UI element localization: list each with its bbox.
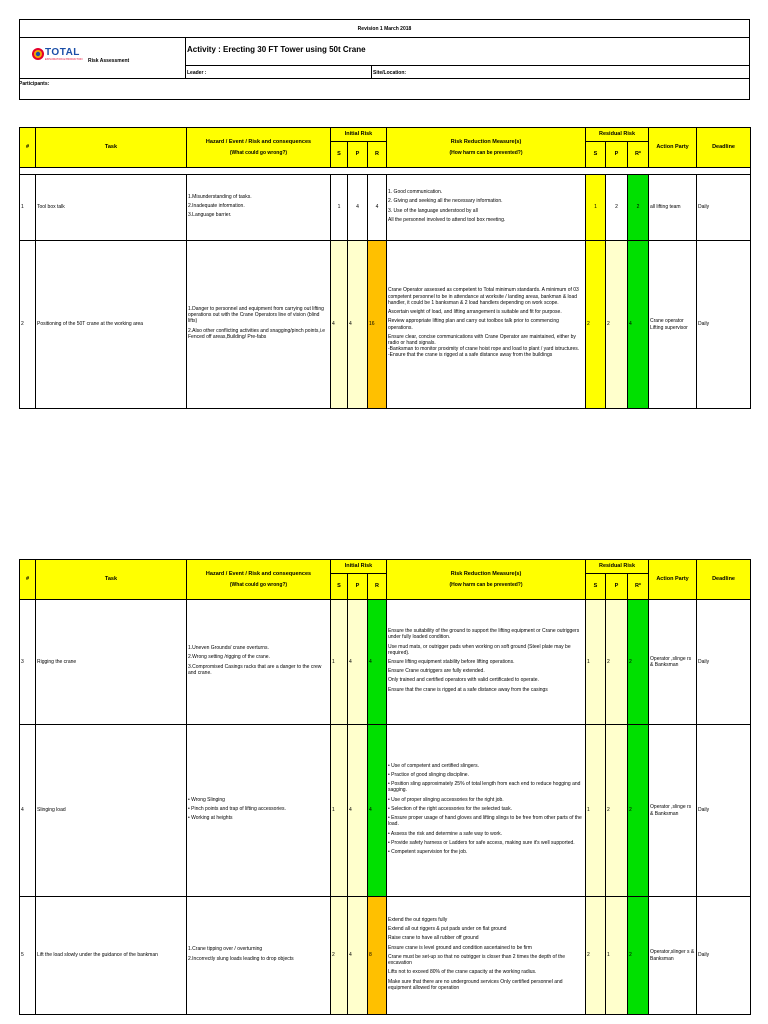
residual-risk-header: Residual Risk bbox=[586, 560, 649, 574]
row-rs: 2 bbox=[586, 897, 606, 1015]
row-s: 4 bbox=[331, 241, 348, 409]
row-p: 4 bbox=[348, 725, 368, 897]
col-rp: P bbox=[606, 574, 628, 600]
col-rs: S bbox=[586, 142, 606, 168]
col-s: S bbox=[331, 574, 348, 600]
row-s: 1 bbox=[331, 175, 348, 241]
table-row bbox=[20, 897, 751, 1015]
header-hline bbox=[185, 65, 750, 66]
table-row bbox=[20, 241, 751, 409]
col-action-header: Action Party bbox=[649, 560, 697, 600]
row-r: 4 bbox=[368, 725, 387, 897]
row-task: Slinging load bbox=[36, 725, 187, 897]
activity-title: Activity : Erecting 30 FT Tower using 50t Crane bbox=[187, 45, 366, 54]
row-measures: Crane Operator assessed as competent to Total minimum standards. A minimum of 03 competent personnel to be in attendance at worksite / landing areas, bankman & load handler, it could be 1 banksman & 2 load handlers depending on work scope. Ascertain weight of load, and lifting arrangement is suitable and fit for purpose. Review appropriate lifting plan and carry out toolbox talk prior to commencing operations. Ensure clear, concise communications with Crane Operator are maintained, either by radio or hand signals. -Banksman to monitor proximity of crane hoist rope and load to plant / yard istructures. -Ensure that the crane is rigged at a safe distance away from the buildings bbox=[387, 241, 586, 409]
col-hazard-header bbox=[187, 128, 331, 168]
row-rr: 2 bbox=[628, 725, 649, 897]
row-action: Operator,slinger s & Banksman bbox=[649, 897, 697, 1015]
row-rr: 4 bbox=[628, 241, 649, 409]
row-p: 4 bbox=[348, 175, 368, 241]
row-rr: 2 bbox=[628, 600, 649, 725]
row-rs: 2 bbox=[586, 241, 606, 409]
row-task: Lift the load slowly under the guidance of the bankman bbox=[36, 897, 187, 1015]
row-s: 1 bbox=[331, 600, 348, 725]
table-row bbox=[20, 175, 751, 241]
revision-line bbox=[19, 37, 750, 38]
row-task: Positioning of the 50T crane at the working area bbox=[36, 241, 187, 409]
row-rr: 2 bbox=[628, 175, 649, 241]
risk-table-2 bbox=[19, 559, 751, 1015]
row-rs: 1 bbox=[586, 600, 606, 725]
col-num-header: # bbox=[20, 560, 36, 600]
measures-title: Risk Reduction Measure(s) bbox=[450, 138, 522, 145]
row-rp: 2 bbox=[606, 600, 628, 725]
participants-line bbox=[19, 78, 750, 79]
leader-label: Leader : bbox=[187, 70, 207, 76]
col-rr: R* bbox=[628, 574, 649, 600]
col-action-header: Action Party bbox=[649, 128, 697, 168]
row-measures: • Use of competent and certified slingers. • Practice of good slinging discipline. • Position sling approximately 25% of total length from each end to reduce hogging and sagging. • Use of proper slinging accessories for the right job. • Selection of the right accessories for the selected task. • Ensure proper usage of hand gloves and lifting slings to be free from other parts of the load. • Assess the risk and determine a safe way to work. • Provide safety harness or Ladders for safe access, making sure it's well supported. • Competent supervision for the job. bbox=[387, 725, 586, 897]
row-measures: 1. Good communication. 2. Giving and seeking all the necessary information. 3. Use of the language understood by all All the personnel involved to attend tool box meeting. bbox=[387, 175, 586, 241]
total-logo-icon bbox=[31, 47, 45, 61]
row-p: 4 bbox=[348, 600, 368, 725]
col-r: R bbox=[368, 574, 387, 600]
revision-text: Revision 1 March 2018 bbox=[357, 26, 412, 32]
row-s: 2 bbox=[331, 897, 348, 1015]
residual-risk-header: Residual Risk bbox=[586, 128, 649, 142]
participants-label: Participants: bbox=[19, 81, 50, 87]
row-deadline: Daily bbox=[697, 725, 751, 897]
row-num: 5 bbox=[20, 897, 36, 1015]
col-measures-header bbox=[387, 560, 586, 600]
row-r: 16 bbox=[368, 241, 387, 409]
row-action: Operator ,slinge rs & Banksman bbox=[649, 600, 697, 725]
row-hazards: 1.Misunderstanding of tasks. 2.Inadequate information. 3.Language barrier. bbox=[187, 175, 331, 241]
row-hazards: 1.Uneven Grounds/ crane overturns. 2.Wrong setting /rigging of the crane. 3.Compromised Casings racks that are a danger to the crew and crane. bbox=[187, 600, 331, 725]
row-deadline: Daily bbox=[697, 600, 751, 725]
row-rp: 2 bbox=[606, 725, 628, 897]
measures-subtitle: (How harm can be prevented?) bbox=[449, 582, 523, 588]
col-rp: P bbox=[606, 142, 628, 168]
row-r: 8 bbox=[368, 897, 387, 1015]
row-hazards: • Wrong Slinging • Pinch points and trap of lifting accessories. • Working at heights bbox=[187, 725, 331, 897]
col-p: P bbox=[348, 142, 368, 168]
col-hazard-header bbox=[187, 560, 331, 600]
row-action: Crane operator Lifting supervisor bbox=[649, 241, 697, 409]
measures-title: Risk Reduction Measure(s) bbox=[450, 570, 522, 577]
spacer-row bbox=[20, 168, 751, 175]
row-s: 1 bbox=[331, 725, 348, 897]
initial-risk-header: Initial Risk bbox=[331, 560, 387, 574]
row-hazards: 1.Danger to personnel and equipment from carrying out lifting operations out with the Crane Operators line of vision (blind lifts) 2.Also other conflicting activities and snagging/pinch points,i.e Fenced off areas,Building/ Pre-fabs bbox=[187, 241, 331, 409]
row-rp: 2 bbox=[606, 241, 628, 409]
row-p: 4 bbox=[348, 897, 368, 1015]
row-deadline: Daily bbox=[697, 897, 751, 1015]
row-task: Tool box talk bbox=[36, 175, 187, 241]
table-row bbox=[20, 600, 751, 725]
row-num: 3 bbox=[20, 600, 36, 725]
row-r: 4 bbox=[368, 600, 387, 725]
logo-text: TOTAL bbox=[45, 47, 80, 58]
col-rs: S bbox=[586, 574, 606, 600]
site-label: Site/Location: bbox=[373, 70, 407, 76]
row-rr: 2 bbox=[628, 897, 649, 1015]
row-measures: Extend the out riggers fully Extend all out riggers & put pads under on flat ground Raise crane to have all rubber off ground Ensure crane is level ground and condition ascertained to be firm Crane must be set-up so that no outrigger is closer than 2 times the depth of the excavation Lifts not to exceed 80% of the crane capacity at the working radius. Make sure that there are no underground services Only certified personnel and equipment allowed for operation bbox=[387, 897, 586, 1015]
row-r: 4 bbox=[368, 175, 387, 241]
col-deadline-header: Deadline bbox=[697, 128, 751, 168]
logo bbox=[31, 45, 91, 67]
logo-subtext: EXPLORATION & PRODUCTION bbox=[45, 58, 83, 61]
doc-type: Risk Assessment bbox=[88, 58, 130, 64]
col-s: S bbox=[331, 142, 348, 168]
row-num: 2 bbox=[20, 241, 36, 409]
risk-table-1 bbox=[19, 127, 751, 409]
header-vline bbox=[185, 37, 186, 78]
hazard-subtitle: (What could go wrong?) bbox=[229, 582, 288, 588]
row-hazards: 1.Crane tipping over / overturning 2.Incorrectly slung loads leading to drop objects bbox=[187, 897, 331, 1015]
table-row bbox=[20, 725, 751, 897]
hazard-title: Hazard / Event / Risk and consequences bbox=[205, 138, 312, 145]
initial-risk-header: Initial Risk bbox=[331, 128, 387, 142]
hazard-subtitle: (What could go wrong?) bbox=[229, 150, 288, 156]
site-vline bbox=[371, 65, 372, 78]
col-rr: R* bbox=[628, 142, 649, 168]
row-num: 1 bbox=[20, 175, 36, 241]
col-p: P bbox=[348, 574, 368, 600]
col-deadline-header: Deadline bbox=[697, 560, 751, 600]
row-measures: Ensure the suitability of the ground to support the lifting equipment or Crane outriggers under fully loaded condition. Use mud mats, or outrigger pads when working on soft ground (Steel plate may be required). Ensure lifting equipment stability before lifting operations. Ensure Crane outriggers are fully extended. Only trained and certified operators with valid certificated to operate. Ensure that the crane is rigged at a safe distance away from the casings bbox=[387, 600, 586, 725]
col-measures-header bbox=[387, 128, 586, 168]
row-action: Operator ,slinge rs & Banksman bbox=[649, 725, 697, 897]
hazard-title: Hazard / Event / Risk and consequences bbox=[205, 570, 312, 577]
row-task: Rigging the crane bbox=[36, 600, 187, 725]
row-rp: 2 bbox=[606, 175, 628, 241]
row-deadline: Daily bbox=[697, 175, 751, 241]
measures-subtitle: (How harm can be prevented?) bbox=[449, 150, 523, 156]
col-task-header: Task bbox=[36, 128, 187, 168]
row-action: all lifting team bbox=[649, 175, 697, 241]
col-r: R bbox=[368, 142, 387, 168]
row-num: 4 bbox=[20, 725, 36, 897]
row-rp: 1 bbox=[606, 897, 628, 1015]
row-rs: 1 bbox=[586, 175, 606, 241]
col-task-header: Task bbox=[36, 560, 187, 600]
col-num-header: # bbox=[20, 128, 36, 168]
row-rs: 1 bbox=[586, 725, 606, 897]
row-p: 4 bbox=[348, 241, 368, 409]
row-deadline: Daily bbox=[697, 241, 751, 409]
